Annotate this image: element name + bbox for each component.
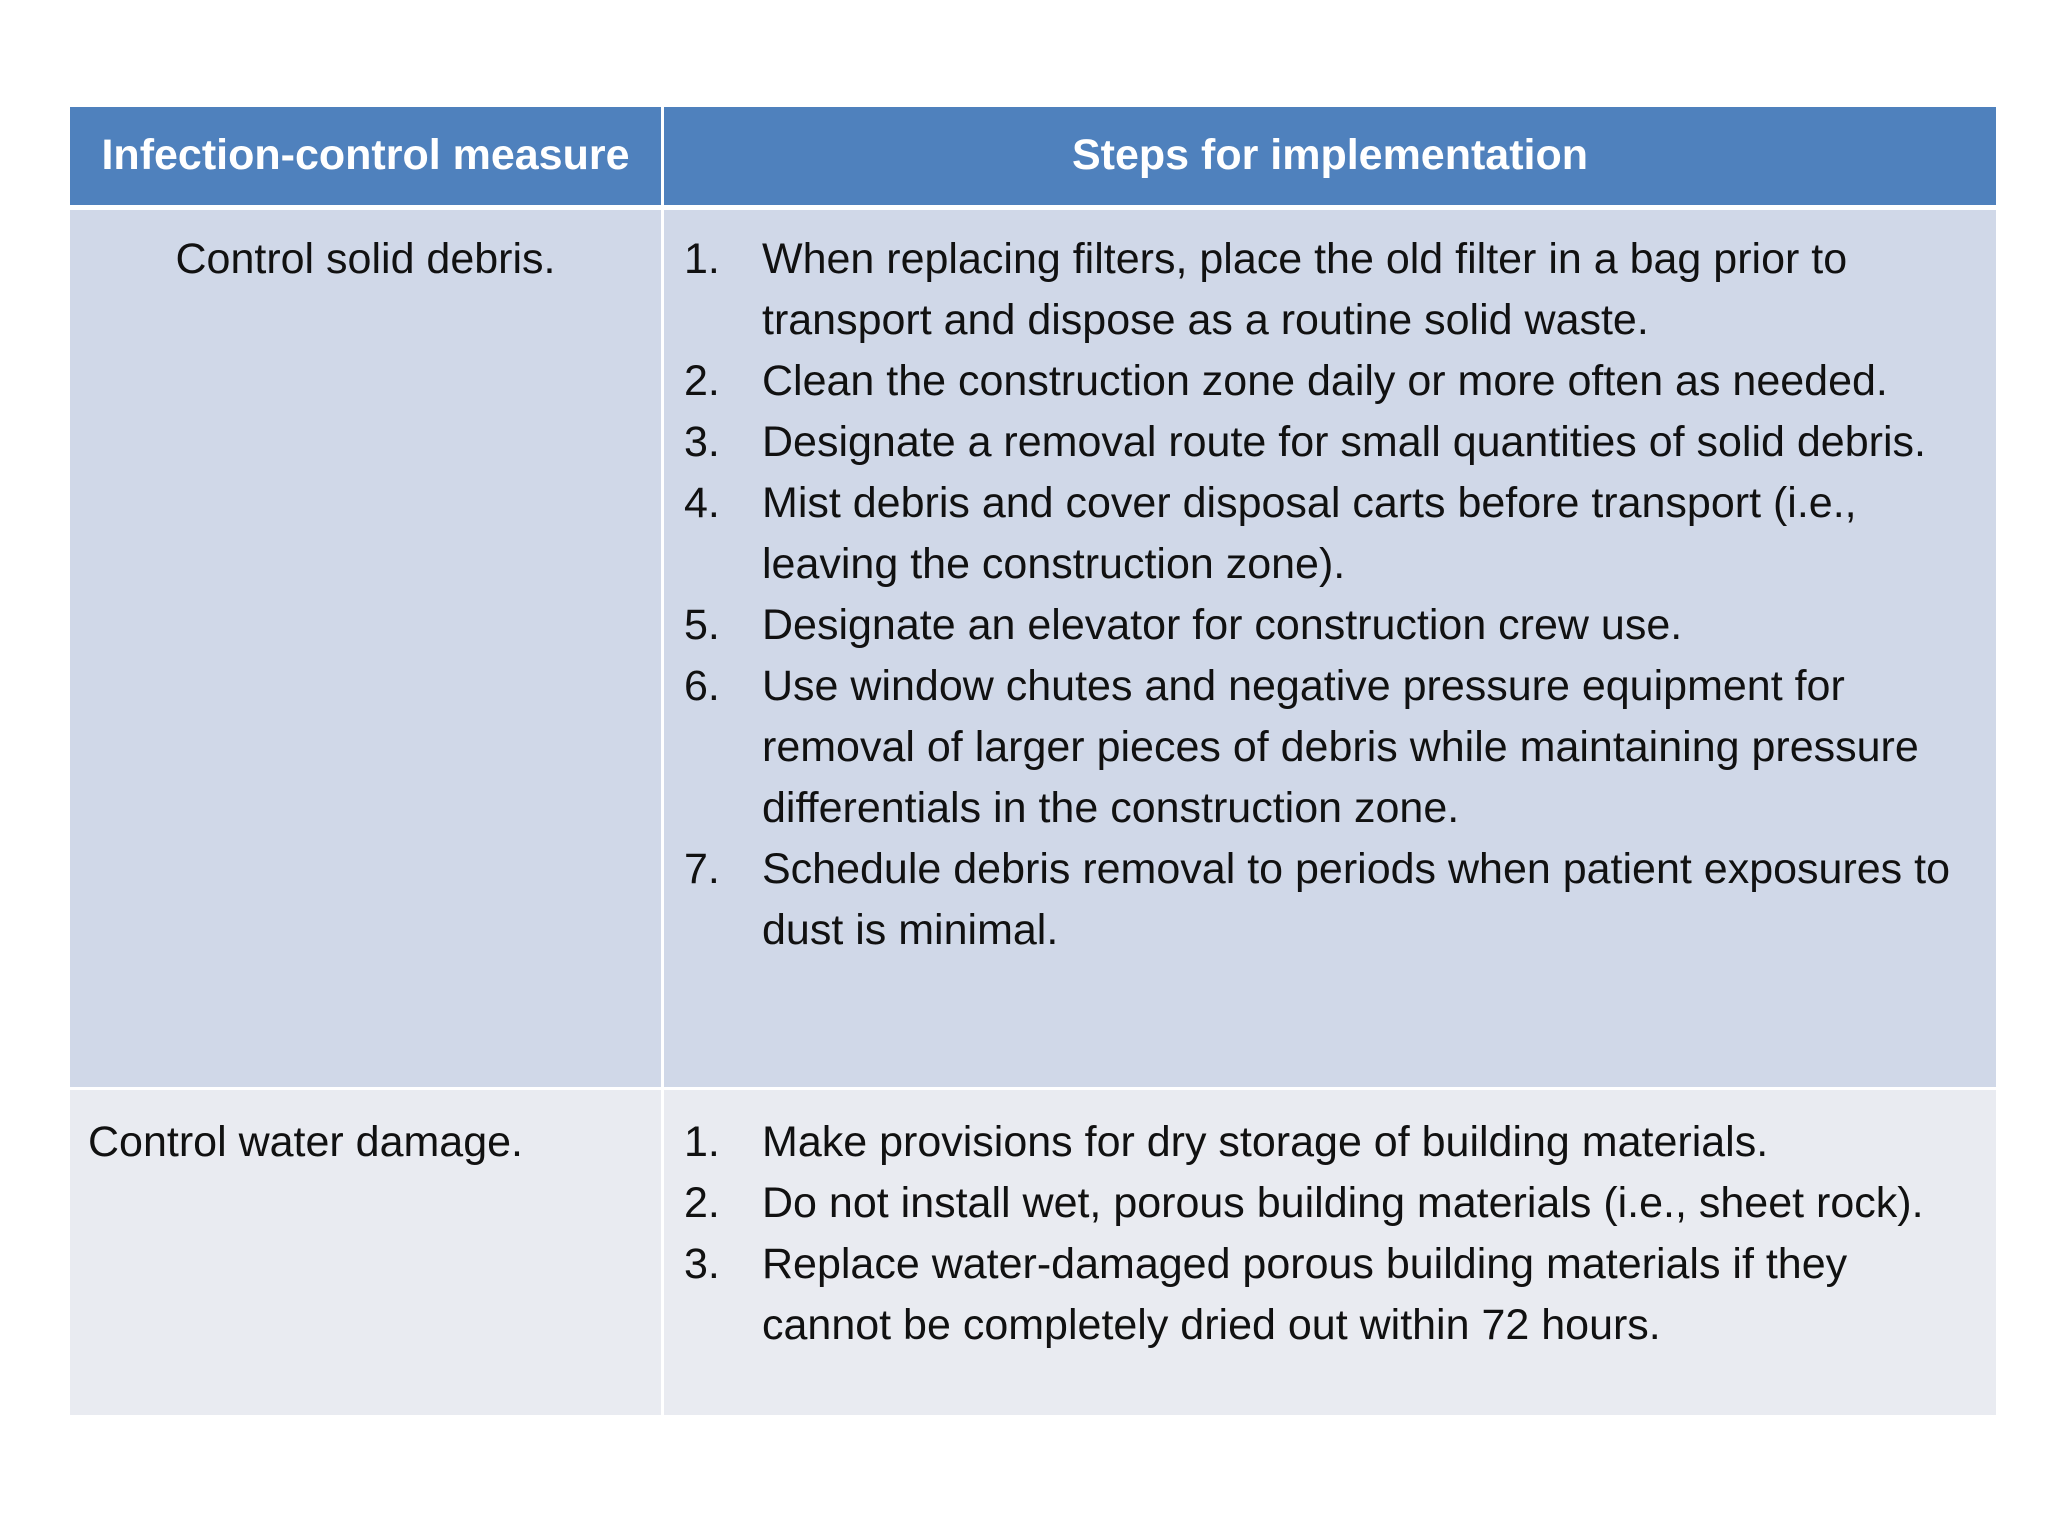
step-number: 2. xyxy=(684,1179,720,1227)
step-number: 6. xyxy=(684,662,720,710)
steps-list xyxy=(664,210,1996,961)
list-item xyxy=(664,839,1996,961)
step-text: Use window chutes and negative pressure equipment for removal of larger pieces of debris while maintaining pressure differentials in the construction zone. xyxy=(762,662,1919,832)
list-item xyxy=(664,229,1996,351)
infection-control-table xyxy=(70,107,1996,1415)
header-measure: Infection-control measure xyxy=(70,107,664,205)
step-number: 3. xyxy=(684,418,720,466)
measure-cell xyxy=(70,1090,664,1415)
list-item xyxy=(664,412,1996,473)
step-text: Designate a removal route for small quantities of solid debris. xyxy=(762,418,1926,466)
step-text: Do not install wet, porous building materials (i.e., sheet rock). xyxy=(762,1179,1924,1227)
table-row xyxy=(70,210,1996,1090)
step-text: Clean the construction zone daily or more often as needed. xyxy=(762,357,1888,405)
measure-cell xyxy=(70,210,664,1087)
step-number: 7. xyxy=(684,845,720,893)
steps-cell xyxy=(664,210,1996,1087)
step-number: 2. xyxy=(684,357,720,405)
list-item xyxy=(664,1234,1996,1356)
list-item xyxy=(664,1173,1996,1234)
step-text: When replacing filters, place the old filter in a bag prior to transport and dispose as a routine solid waste. xyxy=(762,235,1848,344)
list-item xyxy=(664,351,1996,412)
step-text: Make provisions for dry storage of building materials. xyxy=(762,1118,1769,1166)
table-header-row xyxy=(70,107,1996,210)
step-text: Schedule debris removal to periods when patient exposures to dust is minimal. xyxy=(762,845,1950,954)
list-item xyxy=(664,656,1996,839)
list-item xyxy=(664,1112,1996,1173)
measure-label: Control water damage. xyxy=(88,1118,523,1166)
step-text: Mist debris and cover disposal carts before transport (i.e., leaving the construction zone). xyxy=(762,479,1857,588)
step-number: 1. xyxy=(684,235,720,283)
list-item xyxy=(664,595,1996,656)
step-number: 1. xyxy=(684,1118,720,1166)
step-text: Replace water-damaged porous building materials if they cannot be completely dried out within 72 hours. xyxy=(762,1240,1848,1349)
steps-cell xyxy=(664,1090,1996,1415)
step-number: 4. xyxy=(684,479,720,527)
step-number: 5. xyxy=(684,601,720,649)
list-item xyxy=(664,473,1996,595)
measure-label: Control solid debris. xyxy=(175,235,556,283)
header-steps: Steps for implementation xyxy=(1071,131,1589,179)
step-text: Designate an elevator for construction crew use. xyxy=(762,601,1683,649)
step-number: 3. xyxy=(684,1240,720,1288)
steps-list xyxy=(664,1090,1996,1356)
table-row xyxy=(70,1090,1996,1415)
